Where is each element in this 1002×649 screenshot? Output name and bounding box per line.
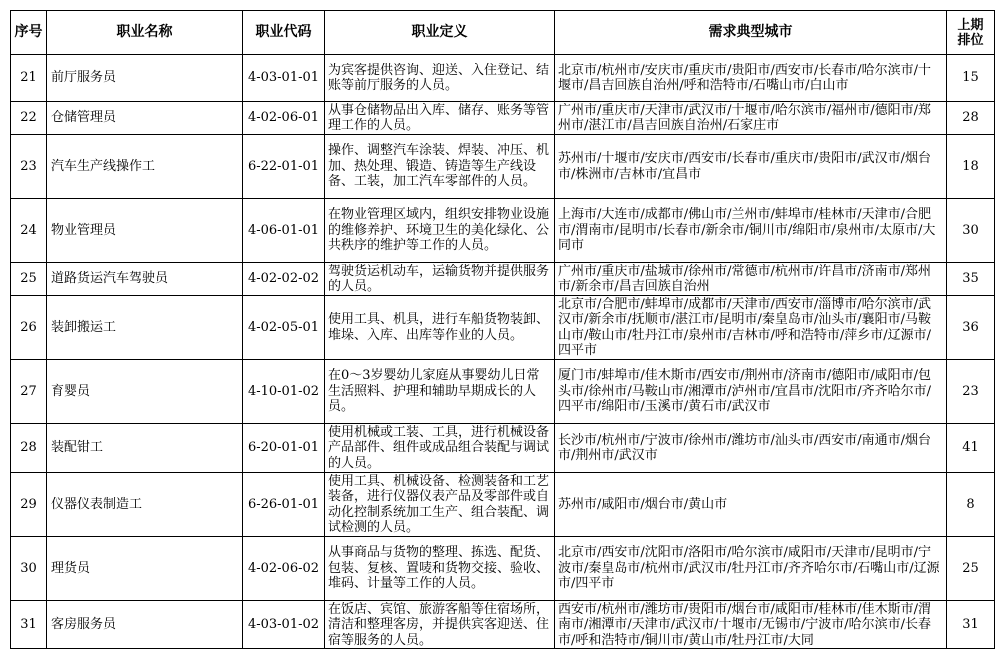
cell-occupation-name: 物业管理员 [47,199,243,263]
cell-occupation-code: 4-03-01-01 [243,55,325,102]
cell-occupation-definition-text: 使用工具、机械设备、检测装备和工艺装备，进行仪器仪表产品及零部件或自动化控制系统加工生产、组合装配、调试检测的人员。 [328,473,550,535]
cell-occupation-definition-text: 在0～3岁婴幼儿家庭从事婴幼儿日常生活照料、护理和辅助早期成长的人员。 [328,368,540,415]
cell-previous-rank: 30 [947,199,995,263]
cell-demand-cities-text: 北京市/杭州市/安庆市/重庆市/贵阳市/西安市/长春市/哈尔滨市/十堰市/昌吉回族自治州/呼和浩特市/石嘴山市/白山市 [558,62,932,93]
table-row [11,135,995,199]
cell-occupation-definition [325,424,555,473]
cell-occupation-definition [325,55,555,102]
cell-seq: 29 [11,473,47,537]
cell-occupation-definition-text: 使用工具、机具，进行车船货物装卸、堆垛、入库、出库等作业的人员。 [328,312,550,343]
cell-demand-cities [555,135,947,199]
cell-demand-cities-text: 西安市/杭州市/潍坊市/贵阳市/烟台市/咸阳市/桂林市/佳木斯市/渭南市/湘潭市/天津市/武汉市/十堰市/无锡市/宁波市/哈尔滨市/长春市/呼和浩特市/铜川市/黄山市/牡丹江市/大同 [558,601,932,648]
cell-seq: 23 [11,135,47,199]
table-row [11,601,995,649]
cell-demand-cities-text: 苏州市/咸阳市/烟台市/黄山市 [558,496,728,512]
table-row [11,537,995,601]
cell-demand-cities-text: 上海市/大连市/成都市/佛山市/兰州市/蚌埠市/桂林市/天津市/合肥市/渭南市/昆明市/长春市/新余市/铜川市/绵阳市/泉州市/太原市/大同市 [558,207,936,254]
cell-previous-rank: 35 [947,263,995,296]
cell-occupation-definition [325,102,555,135]
cell-occupation-name: 育婴员 [47,360,243,424]
cell-previous-rank: 18 [947,135,995,199]
cell-occupation-name: 仪器仪表制造工 [47,473,243,537]
cell-demand-cities-text: 北京市/合肥市/蚌埠市/成都市/天津市/西安市/淄博市/哈尔滨市/武汉市/新余市/抚顺市/湛江市/昆明市/秦皇岛市/汕头市/襄阳市/马鞍山市/鞍山市/牡丹江市/泉州市/吉林市/呼和浩特市/萍乡市/辽源市/四平市 [558,296,932,358]
cell-occupation-definition [325,360,555,424]
table-row [11,55,995,102]
cell-occupation-definition [325,263,555,296]
cell-occupation-definition [325,537,555,601]
cell-demand-cities [555,102,947,135]
cell-demand-cities [555,360,947,424]
cell-previous-rank: 28 [947,102,995,135]
cell-occupation-code: 4-02-02-02 [243,263,325,296]
header-row [11,11,995,55]
cell-demand-cities [555,601,947,649]
cell-demand-cities-text: 苏州市/十堰市/安庆市/西安市/长春市/重庆市/贵阳市/武汉市/烟台市/株洲市/吉林市/宜昌市 [558,151,932,182]
cell-occupation-code: 4-10-01-02 [243,360,325,424]
cell-occupation-name: 理货员 [47,537,243,601]
cell-seq: 24 [11,199,47,263]
cell-occupation-name: 装配钳工 [47,424,243,473]
table-row [11,199,995,263]
cell-demand-cities [555,199,947,263]
cell-seq: 22 [11,102,47,135]
cell-previous-rank: 31 [947,601,995,649]
table-body [11,55,995,649]
cell-occupation-code: 6-22-01-01 [243,135,325,199]
cell-previous-rank: 15 [947,55,995,102]
header-previous-rank: 上期 排位 [947,11,995,55]
cell-occupation-name: 装卸搬运工 [47,296,243,360]
cell-occupation-code: 4-03-01-02 [243,601,325,649]
cell-seq: 25 [11,263,47,296]
cell-occupation-code: 6-26-01-01 [243,473,325,537]
cell-occupation-name: 道路货运汽车驾驶员 [47,263,243,296]
cell-demand-cities-text: 北京市/西安市/沈阳市/洛阳市/哈尔滨市/咸阳市/天津市/昆明市/宁波市/秦皇岛市/杭州市/武汉市/牡丹江市/齐齐哈尔市/石嘴山市/辽源市/四平市 [558,545,940,592]
header-occupation-definition: 职业定义 [325,11,555,55]
cell-occupation-name: 客房服务员 [47,601,243,649]
occupation-table [10,10,995,649]
cell-occupation-definition [325,199,555,263]
cell-demand-cities-text: 广州市/重庆市/盐城市/徐州市/常德市/杭州市/许昌市/济南市/郑州市/新余市/昌吉回族自治州 [558,263,932,294]
cell-occupation-definition-text: 驾驶货运机动车，运输货物并提供服务的人员。 [328,263,550,294]
table-row [11,296,995,360]
cell-occupation-definition-text: 在饭店、宾馆、旅游客船等住宿场所，清洁和整理客房，并提供宾客迎送、住宿等服务的人员。 [328,601,550,648]
cell-demand-cities [555,263,947,296]
cell-seq: 28 [11,424,47,473]
cell-occupation-definition-text: 从事商品与货物的整理、拣选、配货、包装、复核、置唛和货物交接、验收、堆码、计量等工作的人员。 [328,545,550,592]
cell-occupation-code: 4-06-01-01 [243,199,325,263]
cell-demand-cities [555,537,947,601]
cell-occupation-definition-text: 在物业管理区域内，组织安排物业设施的维修养护、环境卫生的美化绿化、公共秩序的维护等工作的人员。 [328,207,550,254]
cell-demand-cities [555,55,947,102]
table-row [11,360,995,424]
cell-occupation-name: 仓储管理员 [47,102,243,135]
cell-seq: 31 [11,601,47,649]
cell-previous-rank: 41 [947,424,995,473]
cell-occupation-definition [325,601,555,649]
header-occupation-code: 职业代码 [243,11,325,55]
cell-demand-cities-text: 长沙市/杭州市/宁波市/徐州市/潍坊市/汕头市/西安市/南通市/烟台市/荆州市/武汉市 [558,432,932,463]
table-row [11,102,995,135]
cell-previous-rank: 23 [947,360,995,424]
header-seq: 序号 [11,11,47,55]
table-row [11,424,995,473]
table-row [11,263,995,296]
cell-occupation-code: 4-02-06-01 [243,102,325,135]
cell-demand-cities-text: 广州市/重庆市/天津市/武汉市/十堰市/哈尔滨市/福州市/德阳市/郑州市/湛江市/昌吉回族自治州/石家庄市 [558,102,932,133]
cell-previous-rank: 8 [947,473,995,537]
cell-seq: 30 [11,537,47,601]
cell-seq: 26 [11,296,47,360]
cell-occupation-name: 前厅服务员 [47,55,243,102]
cell-occupation-definition-text: 从事仓储物品出入库、储存、账务等管理工作的人员。 [328,102,550,133]
cell-previous-rank: 25 [947,537,995,601]
cell-occupation-definition-text: 使用机械或工装、工具，进行机械设备产品部件、组件或成品组合装配与调试的人员。 [328,424,550,471]
cell-demand-cities [555,296,947,360]
cell-occupation-definition-text: 为宾客提供咨询、迎送、入住登记、结账等前厅服务的人员。 [328,62,550,93]
cell-occupation-definition-text: 操作、调整汽车涂装、焊装、冲压、机加、热处理、锻造、铸造等生产线设备、工装，加工汽车零部件的人员。 [328,143,550,190]
cell-seq: 27 [11,360,47,424]
cell-demand-cities [555,473,947,537]
header-demand-cities: 需求典型城市 [555,11,947,55]
cell-demand-cities [555,424,947,473]
cell-occupation-definition [325,473,555,537]
cell-occupation-code: 4-02-05-01 [243,296,325,360]
cell-occupation-code: 4-02-06-02 [243,537,325,601]
header-occupation-name: 职业名称 [47,11,243,55]
cell-occupation-code: 6-20-01-01 [243,424,325,473]
table-row [11,473,995,537]
cell-previous-rank: 36 [947,296,995,360]
cell-occupation-definition [325,135,555,199]
cell-occupation-definition [325,296,555,360]
cell-seq: 21 [11,55,47,102]
cell-demand-cities-text: 厦门市/蚌埠市/佳木斯市/西安市/荆州市/济南市/德阳市/咸阳市/包头市/徐州市/马鞍山市/湘潭市/泸州市/宜昌市/沈阳市/齐齐哈尔市/四平市/绵阳市/玉溪市/黄石市/武汉市 [558,368,932,415]
cell-occupation-name: 汽车生产线操作工 [47,135,243,199]
